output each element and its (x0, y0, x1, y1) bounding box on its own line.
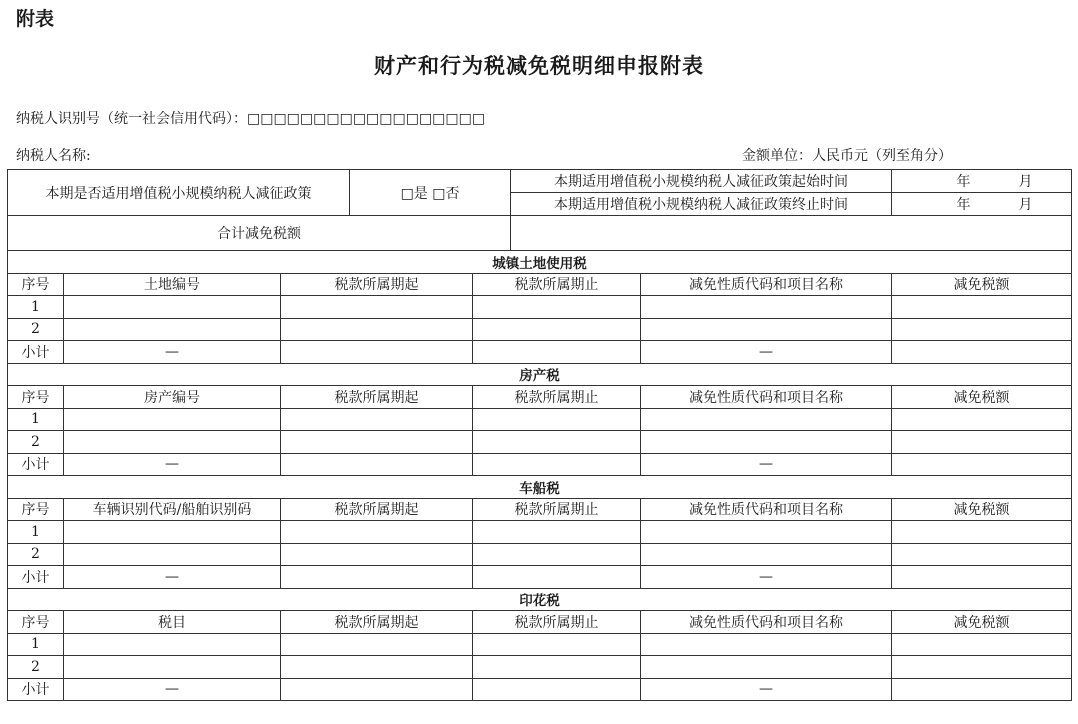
subtotal-dash: — (64, 341, 281, 364)
cell-amount[interactable] (892, 656, 1072, 679)
col-amount: 减免税额 (892, 386, 1072, 409)
col-amount: 减免税额 (892, 273, 1072, 296)
table-row (8, 521, 1072, 544)
subtotal-period-start (281, 453, 473, 476)
col-id: 土地编号 (64, 273, 281, 296)
subtotal-label: 小计 (8, 566, 64, 589)
subtotal-amount[interactable] (892, 453, 1072, 476)
col-seq: 序号 (8, 498, 64, 521)
column-header-row (8, 498, 1072, 521)
cell-id[interactable] (64, 296, 281, 319)
cell-period-start[interactable] (281, 543, 473, 566)
col-nature-code: 减免性质代码和项目名称 (641, 273, 892, 296)
cell-id[interactable] (64, 633, 281, 656)
subtotal-amount[interactable] (892, 678, 1072, 701)
cell-period-start[interactable] (281, 521, 473, 544)
cell-nature-code[interactable] (641, 543, 892, 566)
column-header-row (8, 386, 1072, 409)
policy-choice[interactable] (350, 170, 511, 216)
row-seq: 1 (8, 521, 64, 544)
policy-start-date[interactable] (892, 170, 1072, 193)
cell-amount[interactable] (892, 296, 1072, 319)
col-amount: 减免税额 (892, 498, 1072, 521)
end-month: 月 (1018, 197, 1033, 213)
section-header-row (8, 363, 1072, 386)
taxpayer-id-boxes[interactable]: □□□□□□□□□□□□□□□□□□ (247, 111, 486, 127)
subtotal-row (8, 566, 1072, 589)
cell-period-start[interactable] (281, 296, 473, 319)
section-header-row (8, 476, 1072, 499)
row-seq: 1 (8, 408, 64, 431)
col-period-end: 税款所属期止 (473, 273, 641, 296)
table-row (8, 431, 1072, 454)
subtotal-dash: — (64, 453, 281, 476)
col-seq: 序号 (8, 273, 64, 296)
col-id: 车辆识别代码/船舶识别码 (64, 498, 281, 521)
cell-period-start[interactable] (281, 318, 473, 341)
cell-id[interactable] (64, 431, 281, 454)
cell-nature-code[interactable] (641, 318, 892, 341)
cell-period-start[interactable] (281, 431, 473, 454)
cell-period-end[interactable] (473, 633, 641, 656)
subtotal-dash: — (64, 566, 281, 589)
cell-amount[interactable] (892, 408, 1072, 431)
table-row (8, 543, 1072, 566)
col-period-start: 税款所属期起 (281, 611, 473, 634)
subtotal-nature-dash: — (641, 453, 892, 476)
page-title: 财产和行为税减免税明细申报附表 (374, 54, 704, 78)
no-checkbox[interactable]: □否 (432, 185, 460, 202)
subtotal-row (8, 341, 1072, 364)
cell-nature-code[interactable] (641, 431, 892, 454)
section-title: 印花税 (8, 588, 1072, 611)
row-seq: 1 (8, 633, 64, 656)
row-seq: 2 (8, 431, 64, 454)
policy-question: 本期是否适用增值税小规模纳税人减征政策 (8, 170, 350, 216)
table-row (8, 633, 1072, 656)
subtotal-period-end (473, 453, 641, 476)
subtotal-nature-dash: — (641, 678, 892, 701)
column-header-row (8, 273, 1072, 296)
section-title: 房产税 (8, 363, 1072, 386)
currency-unit: 金额单位：人民币元（列至角分） (742, 148, 952, 164)
cell-amount[interactable] (892, 318, 1072, 341)
policy-end-date[interactable] (892, 193, 1072, 216)
subtotal-label: 小计 (8, 341, 64, 364)
row-seq: 1 (8, 296, 64, 319)
section-title: 车船税 (8, 476, 1072, 499)
policy-row-start (8, 170, 1072, 193)
subtotal-period-end (473, 341, 641, 364)
subtotal-period-end (473, 566, 641, 589)
cell-period-end[interactable] (473, 656, 641, 679)
cell-amount[interactable] (892, 521, 1072, 544)
cell-id[interactable] (64, 656, 281, 679)
col-seq: 序号 (8, 386, 64, 409)
table-row (8, 656, 1072, 679)
col-id: 税目 (64, 611, 281, 634)
col-nature-code: 减免性质代码和项目名称 (641, 386, 892, 409)
taxpayer-id-line (16, 108, 485, 128)
start-month: 月 (1018, 174, 1033, 190)
col-period-end: 税款所属期止 (473, 611, 641, 634)
row-seq: 2 (8, 656, 64, 679)
col-period-end: 税款所属期止 (473, 386, 641, 409)
col-period-start: 税款所属期起 (281, 498, 473, 521)
subtotal-amount[interactable] (892, 341, 1072, 364)
total-row (8, 216, 1072, 251)
col-id: 房产编号 (64, 386, 281, 409)
table-row (8, 408, 1072, 431)
cell-amount[interactable] (892, 543, 1072, 566)
col-nature-code: 减免性质代码和项目名称 (641, 611, 892, 634)
subtotal-nature-dash: — (641, 566, 892, 589)
col-seq: 序号 (8, 611, 64, 634)
taxpayer-id-label: 纳税人识别号（统一社会信用代码）： (16, 111, 247, 127)
subtotal-period-start (281, 341, 473, 364)
subtotal-amount[interactable] (892, 566, 1072, 589)
cell-period-start[interactable] (281, 656, 473, 679)
start-year: 年 (956, 174, 971, 190)
cell-period-end[interactable] (473, 521, 641, 544)
relief-detail-table (7, 169, 1072, 701)
cell-nature-code[interactable] (641, 656, 892, 679)
subtotal-dash: — (64, 678, 281, 701)
cell-period-end[interactable] (473, 296, 641, 319)
cell-id[interactable] (64, 521, 281, 544)
col-period-start: 税款所属期起 (281, 273, 473, 296)
total-value[interactable] (511, 216, 1072, 251)
subtotal-period-start (281, 678, 473, 701)
subtotal-nature-dash: — (641, 341, 892, 364)
row-seq: 2 (8, 543, 64, 566)
cell-period-end[interactable] (473, 543, 641, 566)
cell-id[interactable] (64, 543, 281, 566)
cell-id[interactable] (64, 318, 281, 341)
cell-nature-code[interactable] (641, 521, 892, 544)
policy-start-label: 本期适用增值税小规模纳税人减征政策起始时间 (511, 170, 892, 193)
cell-period-end[interactable] (473, 318, 641, 341)
section-title: 城镇土地使用税 (8, 251, 1072, 274)
yes-checkbox[interactable]: □是 (400, 185, 428, 202)
subtotal-label: 小计 (8, 453, 64, 476)
cell-period-end[interactable] (473, 408, 641, 431)
table-row (8, 318, 1072, 341)
cell-amount[interactable] (892, 431, 1072, 454)
cell-period-start[interactable] (281, 408, 473, 431)
subtotal-row (8, 678, 1072, 701)
table-row (8, 296, 1072, 319)
cell-nature-code[interactable] (641, 633, 892, 656)
section-header-row (8, 588, 1072, 611)
col-nature-code: 减免性质代码和项目名称 (641, 498, 892, 521)
cell-id[interactable] (64, 408, 281, 431)
col-amount: 减免税额 (892, 611, 1072, 634)
cell-nature-code[interactable] (641, 408, 892, 431)
end-year: 年 (956, 197, 971, 213)
policy-end-label: 本期适用增值税小规模纳税人减征政策终止时间 (511, 193, 892, 216)
cell-period-start[interactable] (281, 633, 473, 656)
taxpayer-name-label: 纳税人名称: (16, 148, 91, 164)
cell-nature-code[interactable] (641, 296, 892, 319)
subtotal-period-start (281, 566, 473, 589)
section-header-row (8, 251, 1072, 274)
subtotal-period-end (473, 678, 641, 701)
total-label: 合计减免税额 (8, 216, 511, 251)
subtotal-row (8, 453, 1072, 476)
subtotal-label: 小计 (8, 678, 64, 701)
col-period-end: 税款所属期止 (473, 498, 641, 521)
col-period-start: 税款所属期起 (281, 386, 473, 409)
cell-amount[interactable] (892, 633, 1072, 656)
appendix-label: 附表 (16, 8, 55, 30)
cell-period-end[interactable] (473, 431, 641, 454)
row-seq: 2 (8, 318, 64, 341)
column-header-row (8, 611, 1072, 634)
